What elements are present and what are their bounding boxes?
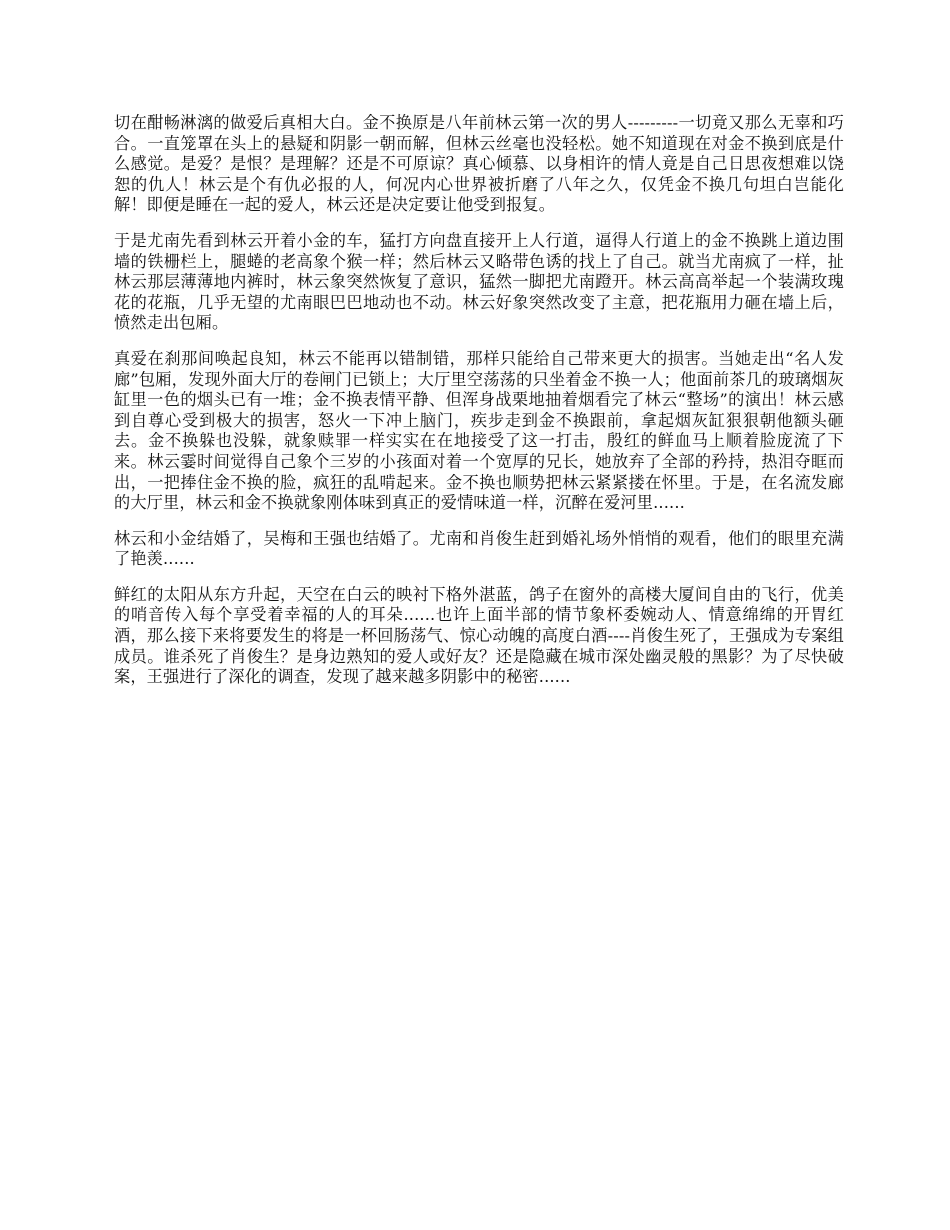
paragraph-4: 林云和小金结婚了，吴梅和王强也结婚了。尤南和肖俊生赶到婚礼场外悄悄的观看，他们的眼里充满了艳羡...... <box>114 528 844 569</box>
document-page <box>114 113 844 703</box>
paragraph-1: 切在酣畅淋漓的做爱后真相大白。金不换原是八年前林云第一次的男人---------一切竟又那么无辜和巧合。一直笼罩在头上的悬疑和阴影一朝而解，但林云丝毫也没轻松。她不知道现在对金不换到底是什么感觉。是爱？是恨？是理解？还是不可原谅？真心倾慕、以身相许的情人竟是自己日思夜想难以饶恕的仇人！林云是个有仇必报的人，何况内心世界被折磨了八年之久，仅凭金不换几句坦白岂能化解！即便是睡在一起的爱人，林云还是决定要让他受到报复。 <box>114 113 844 215</box>
paragraph-2: 于是尤南先看到林云开着小金的车，猛打方向盘直接开上人行道，逼得人行道上的金不换跳上道边围墙的铁栅栏上，腿蜷的老高象个猴一样；然后林云又略带色诱的找上了自己。就当尤南疯了一样，扯林云那层薄薄地内裤时，林云象突然恢复了意识，猛然一脚把尤南蹬开。林云高高举起一个装满玫瑰花的花瓶，几乎无望的尤南眼巴巴地动也不动。林云好象突然改变了主意，把花瓶用力砸在墙上后，愤然走出包厢。 <box>114 230 844 333</box>
paragraph-3: 真爱在刹那间唤起良知，林云不能再以错制错，那样只能给自己带来更大的损害。当她走出“名人发廊”包厢，发现外面大厅的卷闸门已锁上；大厅里空荡荡的只坐着金不换一人；他面前茶几的玻璃烟灰缸里一色的烟头已有一堆；金不换表情平静、但浑身战栗地抽着烟看完了林云“整场”的演出！林云感到自尊心受到极大的损害，怒火一下冲上脑门，疾步走到金不换跟前，拿起烟灰缸狠狠朝他额头砸去。金不换躲也没躲，就象赎罪一样实实在在地接受了这一打击，殷红的鲜血马上顺着脸庞流了下来。林云霎时间觉得自己象个三岁的小孩面对着一个宽厚的兄长，她放弃了全部的矜持，热泪夺眶而出，一把捧住金不换的脸，疯狂的乱啃起来。金不换也顺势把林云紧紧搂在怀里。于是，在名流发廊的大厅里，林云和金不换就象刚体味到真正的爱情味道一样，沉醉在爱河里...... <box>114 348 844 513</box>
paragraph-5: 鲜红的太阳从东方升起，天空在白云的映衬下格外湛蓝，鸽子在窗外的高楼大厦间自由的飞行，优美的哨音传入每个享受着幸福的人的耳朵......也许上面半部的情节象杯委婉动人、情意绵绵的开胃红酒，那么接下来将要发生的将是一杯回肠荡气、惊心动魄的高度白酒----肖俊生死了，王强成为专案组成员。谁杀死了肖俊生？是身边熟知的爱人或好友？还是隐藏在城市深处幽灵般的黑影？为了尽快破案，王强进行了深化的调查，发现了越来越多阴影中的秘密...... <box>114 584 844 687</box>
